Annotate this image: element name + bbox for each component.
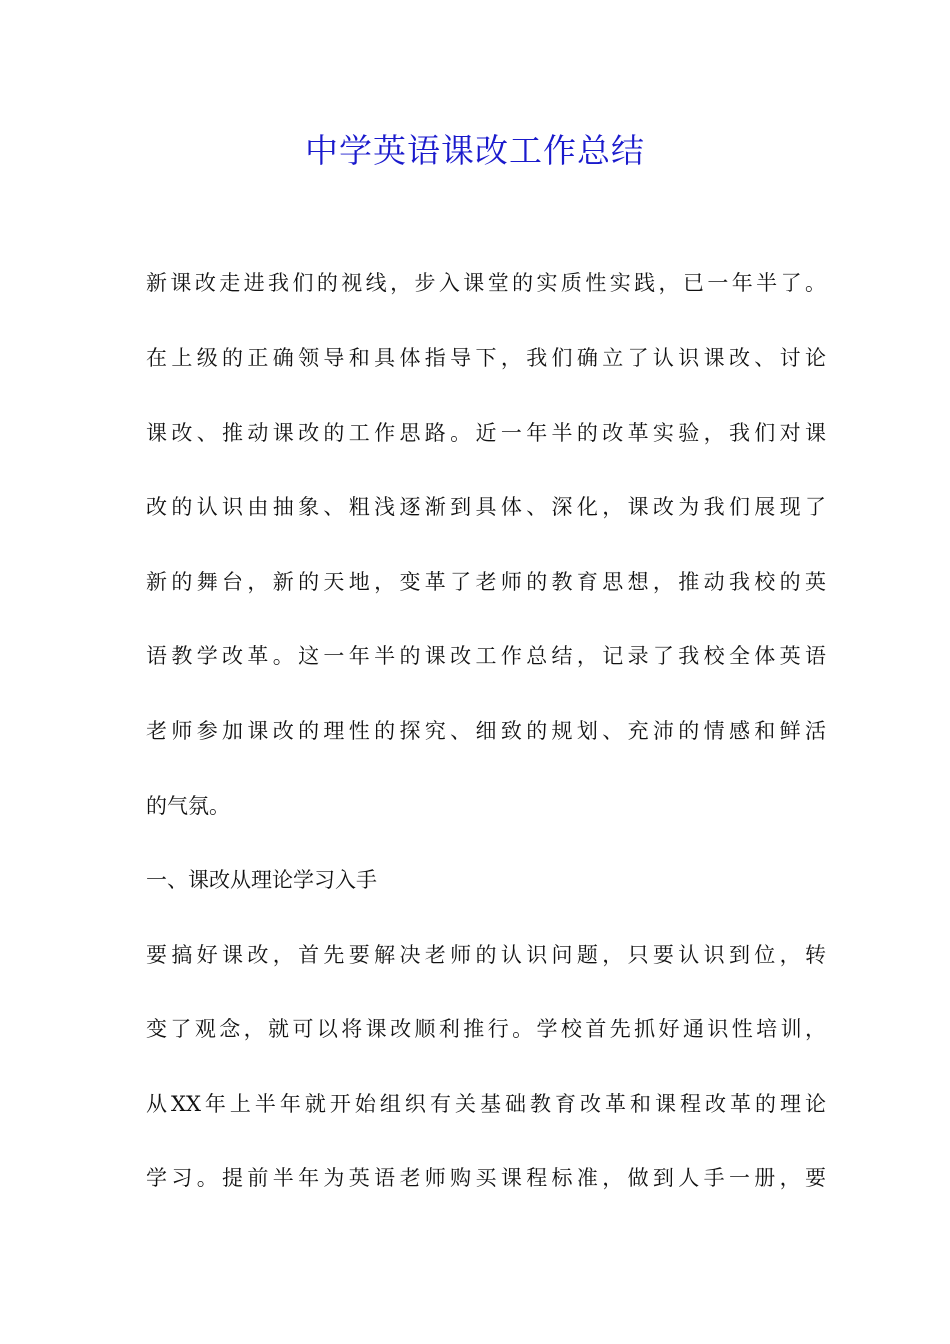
paragraph-line: 语教学改革。这一年半的课改工作总结，记录了我校全体英语 xyxy=(146,644,826,668)
paragraph-line: 课改、推动课改的工作思路。近一年半的改革实验，我们对课 xyxy=(146,421,826,445)
section-heading: 一、课改从理论学习入手 xyxy=(146,868,377,892)
paragraph-line: 新的舞台，新的天地，变革了老师的教育思想，推动我校的英 xyxy=(146,570,826,594)
paragraph-line: 从XX年上半年就开始组织有关基础教育改革和课程改革的理论 xyxy=(146,1092,826,1116)
paragraph-line: 改的认识由抽象、粗浅逐渐到具体、深化，课改为我们展现了 xyxy=(146,495,826,519)
paragraph-line: 在上级的正确领导和具体指导下，我们确立了认识课改、讨论 xyxy=(146,346,826,370)
paragraph-line: 的气氛。 xyxy=(146,794,230,818)
paragraph-line: 老师参加课改的理性的探究、细致的规划、充沛的情感和鲜活 xyxy=(146,719,826,743)
paragraph-line: 新课改走进我们的视线，步入课堂的实质性实践，已一年半了。 xyxy=(146,271,826,295)
paragraph-line: 学习。提前半年为英语老师购买课程标准，做到人手一册，要 xyxy=(146,1166,826,1190)
paragraph-line: 变了观念，就可以将课改顺利推行。学校首先抓好通识性培训， xyxy=(146,1017,826,1041)
document-title: 中学英语课改工作总结 xyxy=(305,131,645,170)
paragraph-line: 要搞好课改，首先要解决老师的认识问题，只要认识到位，转 xyxy=(146,943,826,967)
